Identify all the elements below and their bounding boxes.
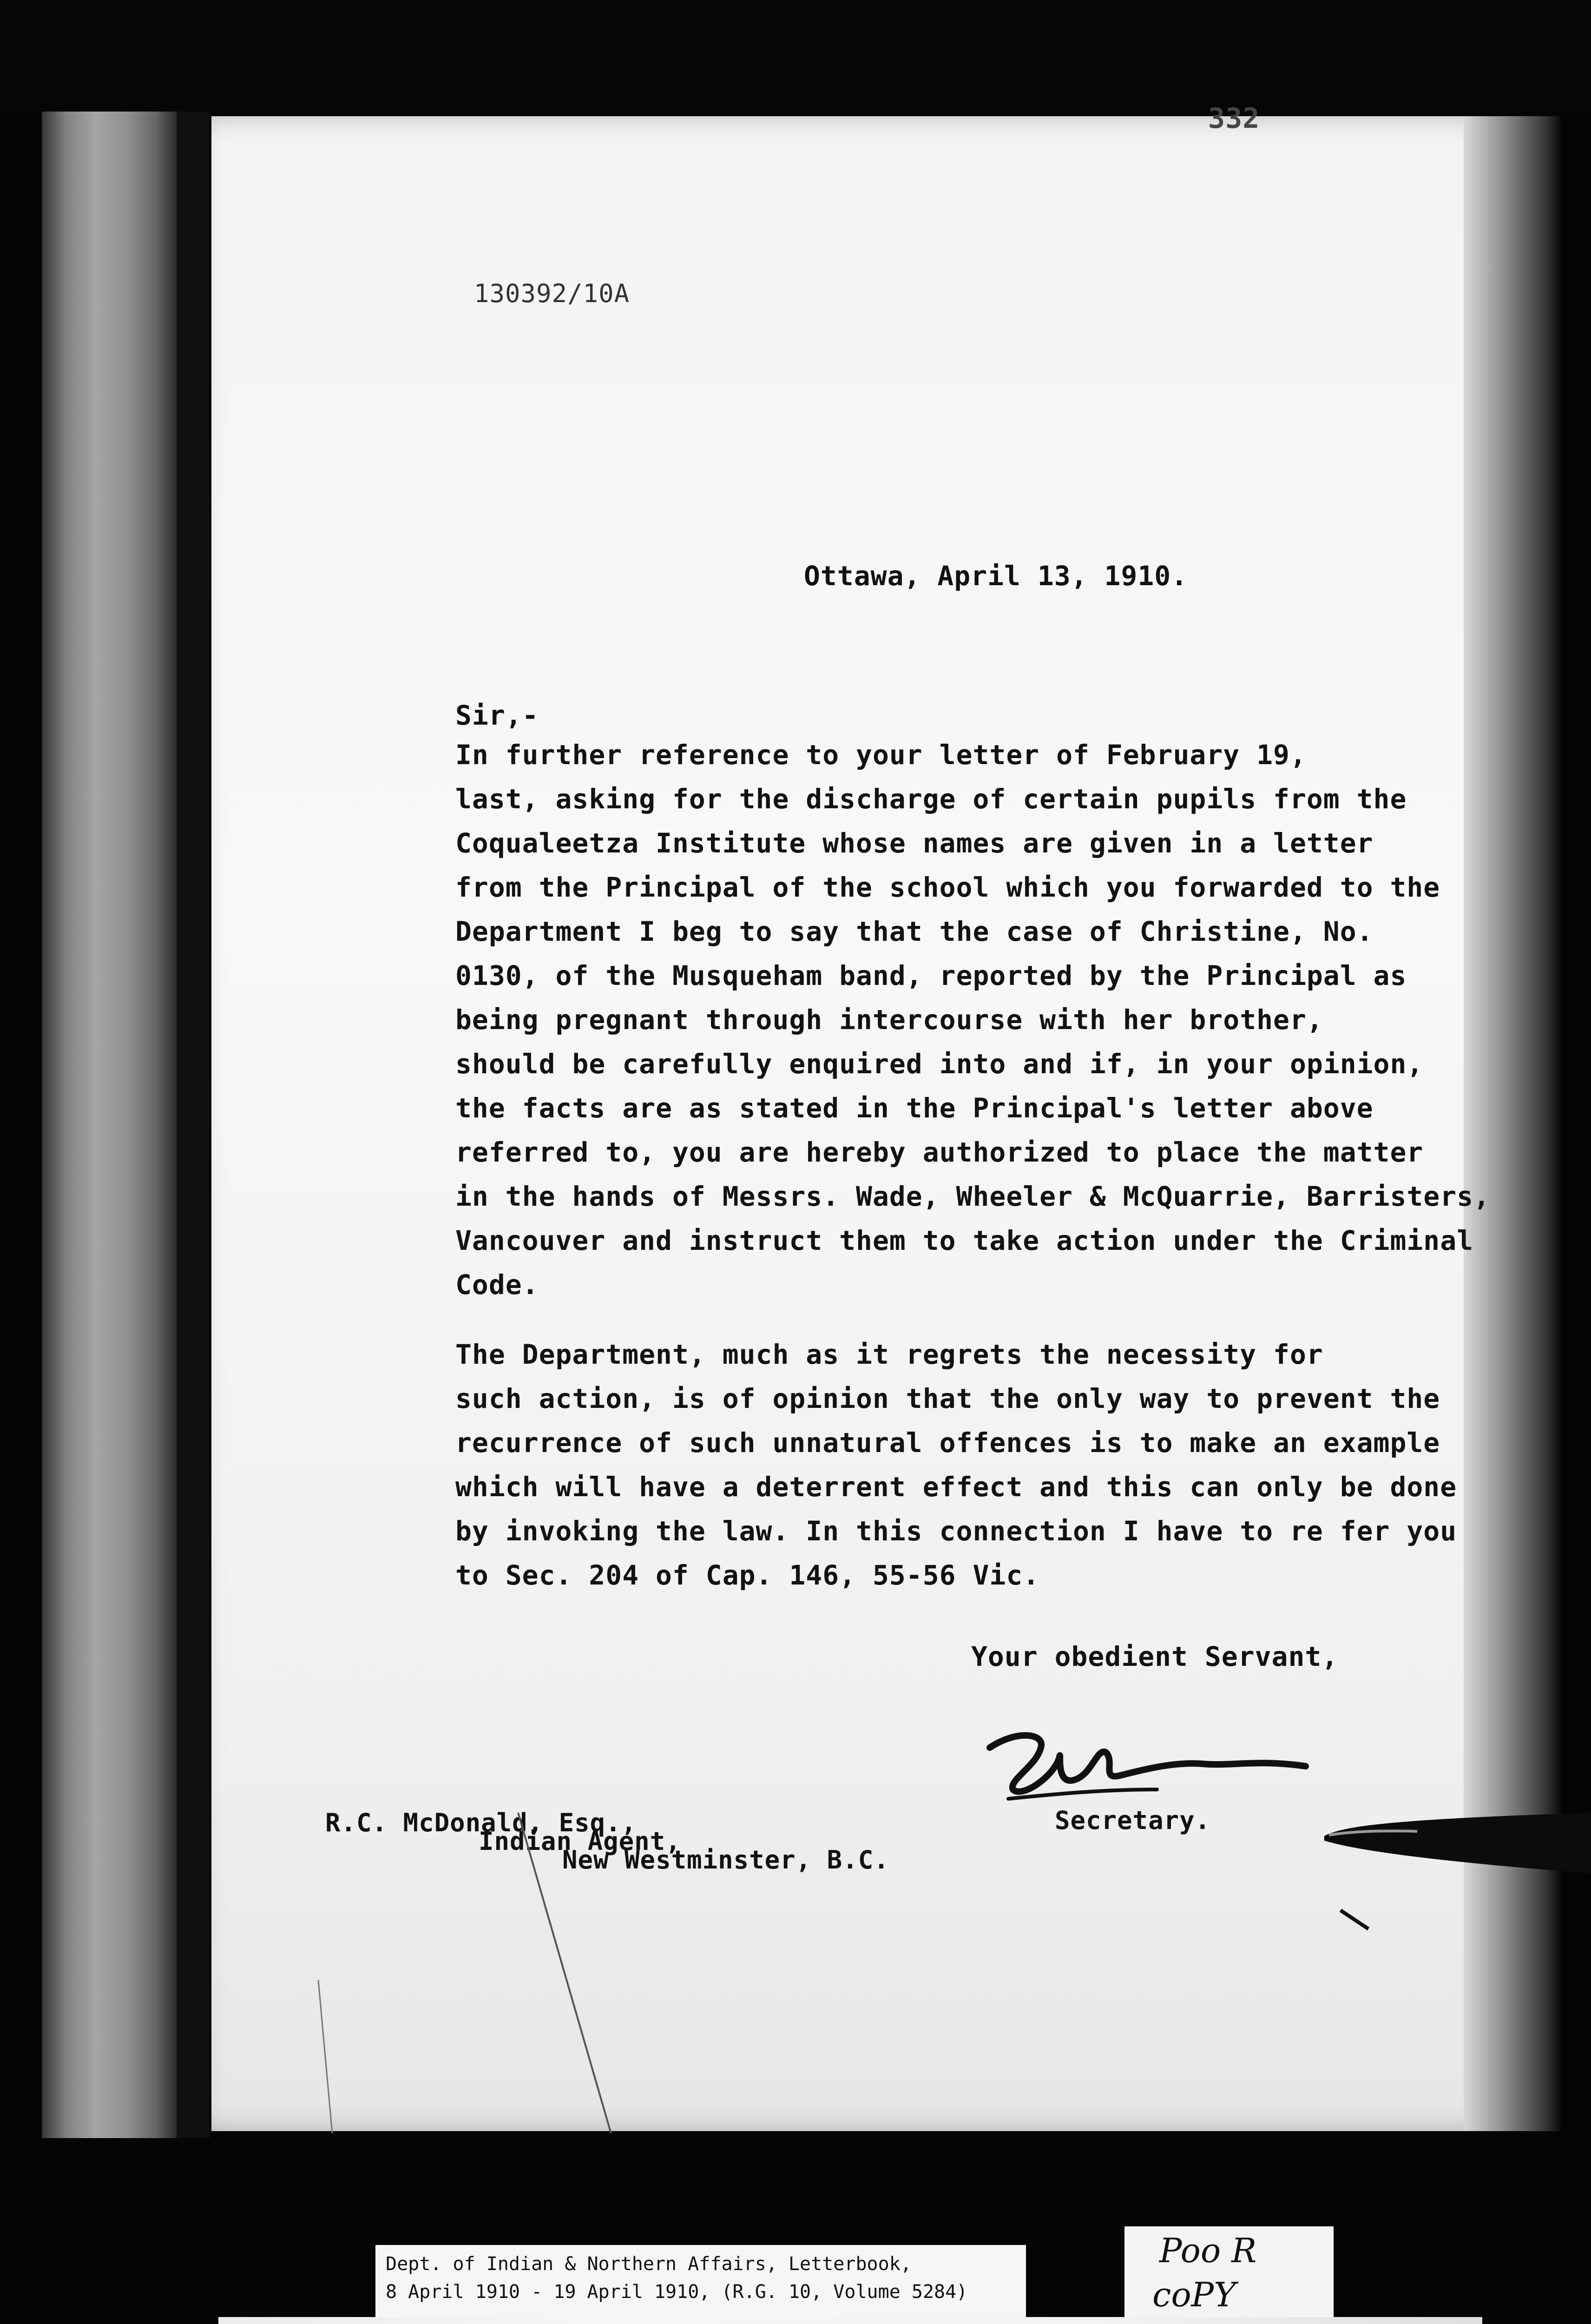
body-line: in the hands of Messrs. Wade, Wheeler & McQuarrie, Barristers, [455, 1181, 1490, 1212]
archive-caption [375, 2245, 1026, 2317]
body-line: being pregnant through intercourse with her brother, [455, 1004, 1323, 1036]
closing: Your obedient Servant, [971, 1641, 1339, 1672]
archives-card [218, 2317, 1482, 2324]
body-line: the facts are as stated in the Principal's letter above [455, 1092, 1374, 1124]
film-left-edge [177, 112, 209, 2138]
body-line: Department I beg to say that the case of Christine, No. [455, 916, 1374, 947]
letter-date: Ottawa, April 13, 1910. [804, 560, 1188, 592]
signature-icon [980, 1720, 1315, 1813]
body-line: to Sec. 204 of Cap. 146, 55-56 Vic. [455, 1559, 1040, 1591]
body-line: The Department, much as it regrets the necessity for [455, 1339, 1323, 1370]
addressee-location: New Westminster, B.C. [562, 1845, 889, 1875]
caption-line: Dept. of Indian & Northern Affairs, Letterbook, [386, 2253, 912, 2275]
body-line: last, asking for the discharge of certain pupils from the [455, 783, 1407, 815]
file-reference: 130392/10A [474, 279, 630, 308]
body-line: from the Principal of the school which you forwarded to the [455, 872, 1440, 903]
body-line: by invoking the law. In this connection I have to re fer you [455, 1515, 1457, 1547]
addressee-title: Indian Agent, [479, 1827, 681, 1856]
body-line: which will have a deterrent effect and this can only be done [455, 1471, 1457, 1503]
poor-copy-note [1124, 2226, 1334, 2324]
salutation: Sir,- [455, 700, 539, 731]
body-line: 0130, of the Musqueham band, reported by the Principal as [455, 960, 1407, 991]
poor-copy-line: coPY [1152, 2275, 1236, 2314]
page-number: 332 [1208, 102, 1260, 135]
body-line: Code. [455, 1269, 539, 1301]
body-line: In further reference to your letter of February 19, [455, 739, 1307, 771]
caption-line: 8 April 1910 - 19 April 1910, (R.G. 10, Volume 5284) [386, 2281, 968, 2303]
signature-title: Secretary. [1055, 1806, 1211, 1835]
body-line: such action, is of opinion that the only way to prevent the [455, 1383, 1440, 1414]
film-top-border [0, 0, 1591, 116]
paper-crease [211, 1813, 1512, 2138]
body-line: Vancouver and instruct them to take action under the Criminal [455, 1225, 1474, 1256]
body-line: recurrence of such unnatural offences is to make an example [455, 1427, 1440, 1459]
body-line: Coqualeetza Institute whose names are given in a letter [455, 827, 1374, 859]
body-line: referred to, you are hereby authorized to place the matter [455, 1136, 1424, 1168]
body-line: should be carefully enquired into and if, in your opinion, [455, 1048, 1424, 1080]
film-left-strip [42, 112, 177, 2138]
addressee-name: R.C. McDonald, Esq., [325, 1808, 637, 1837]
poor-copy-line: Poo R [1159, 2231, 1257, 2270]
